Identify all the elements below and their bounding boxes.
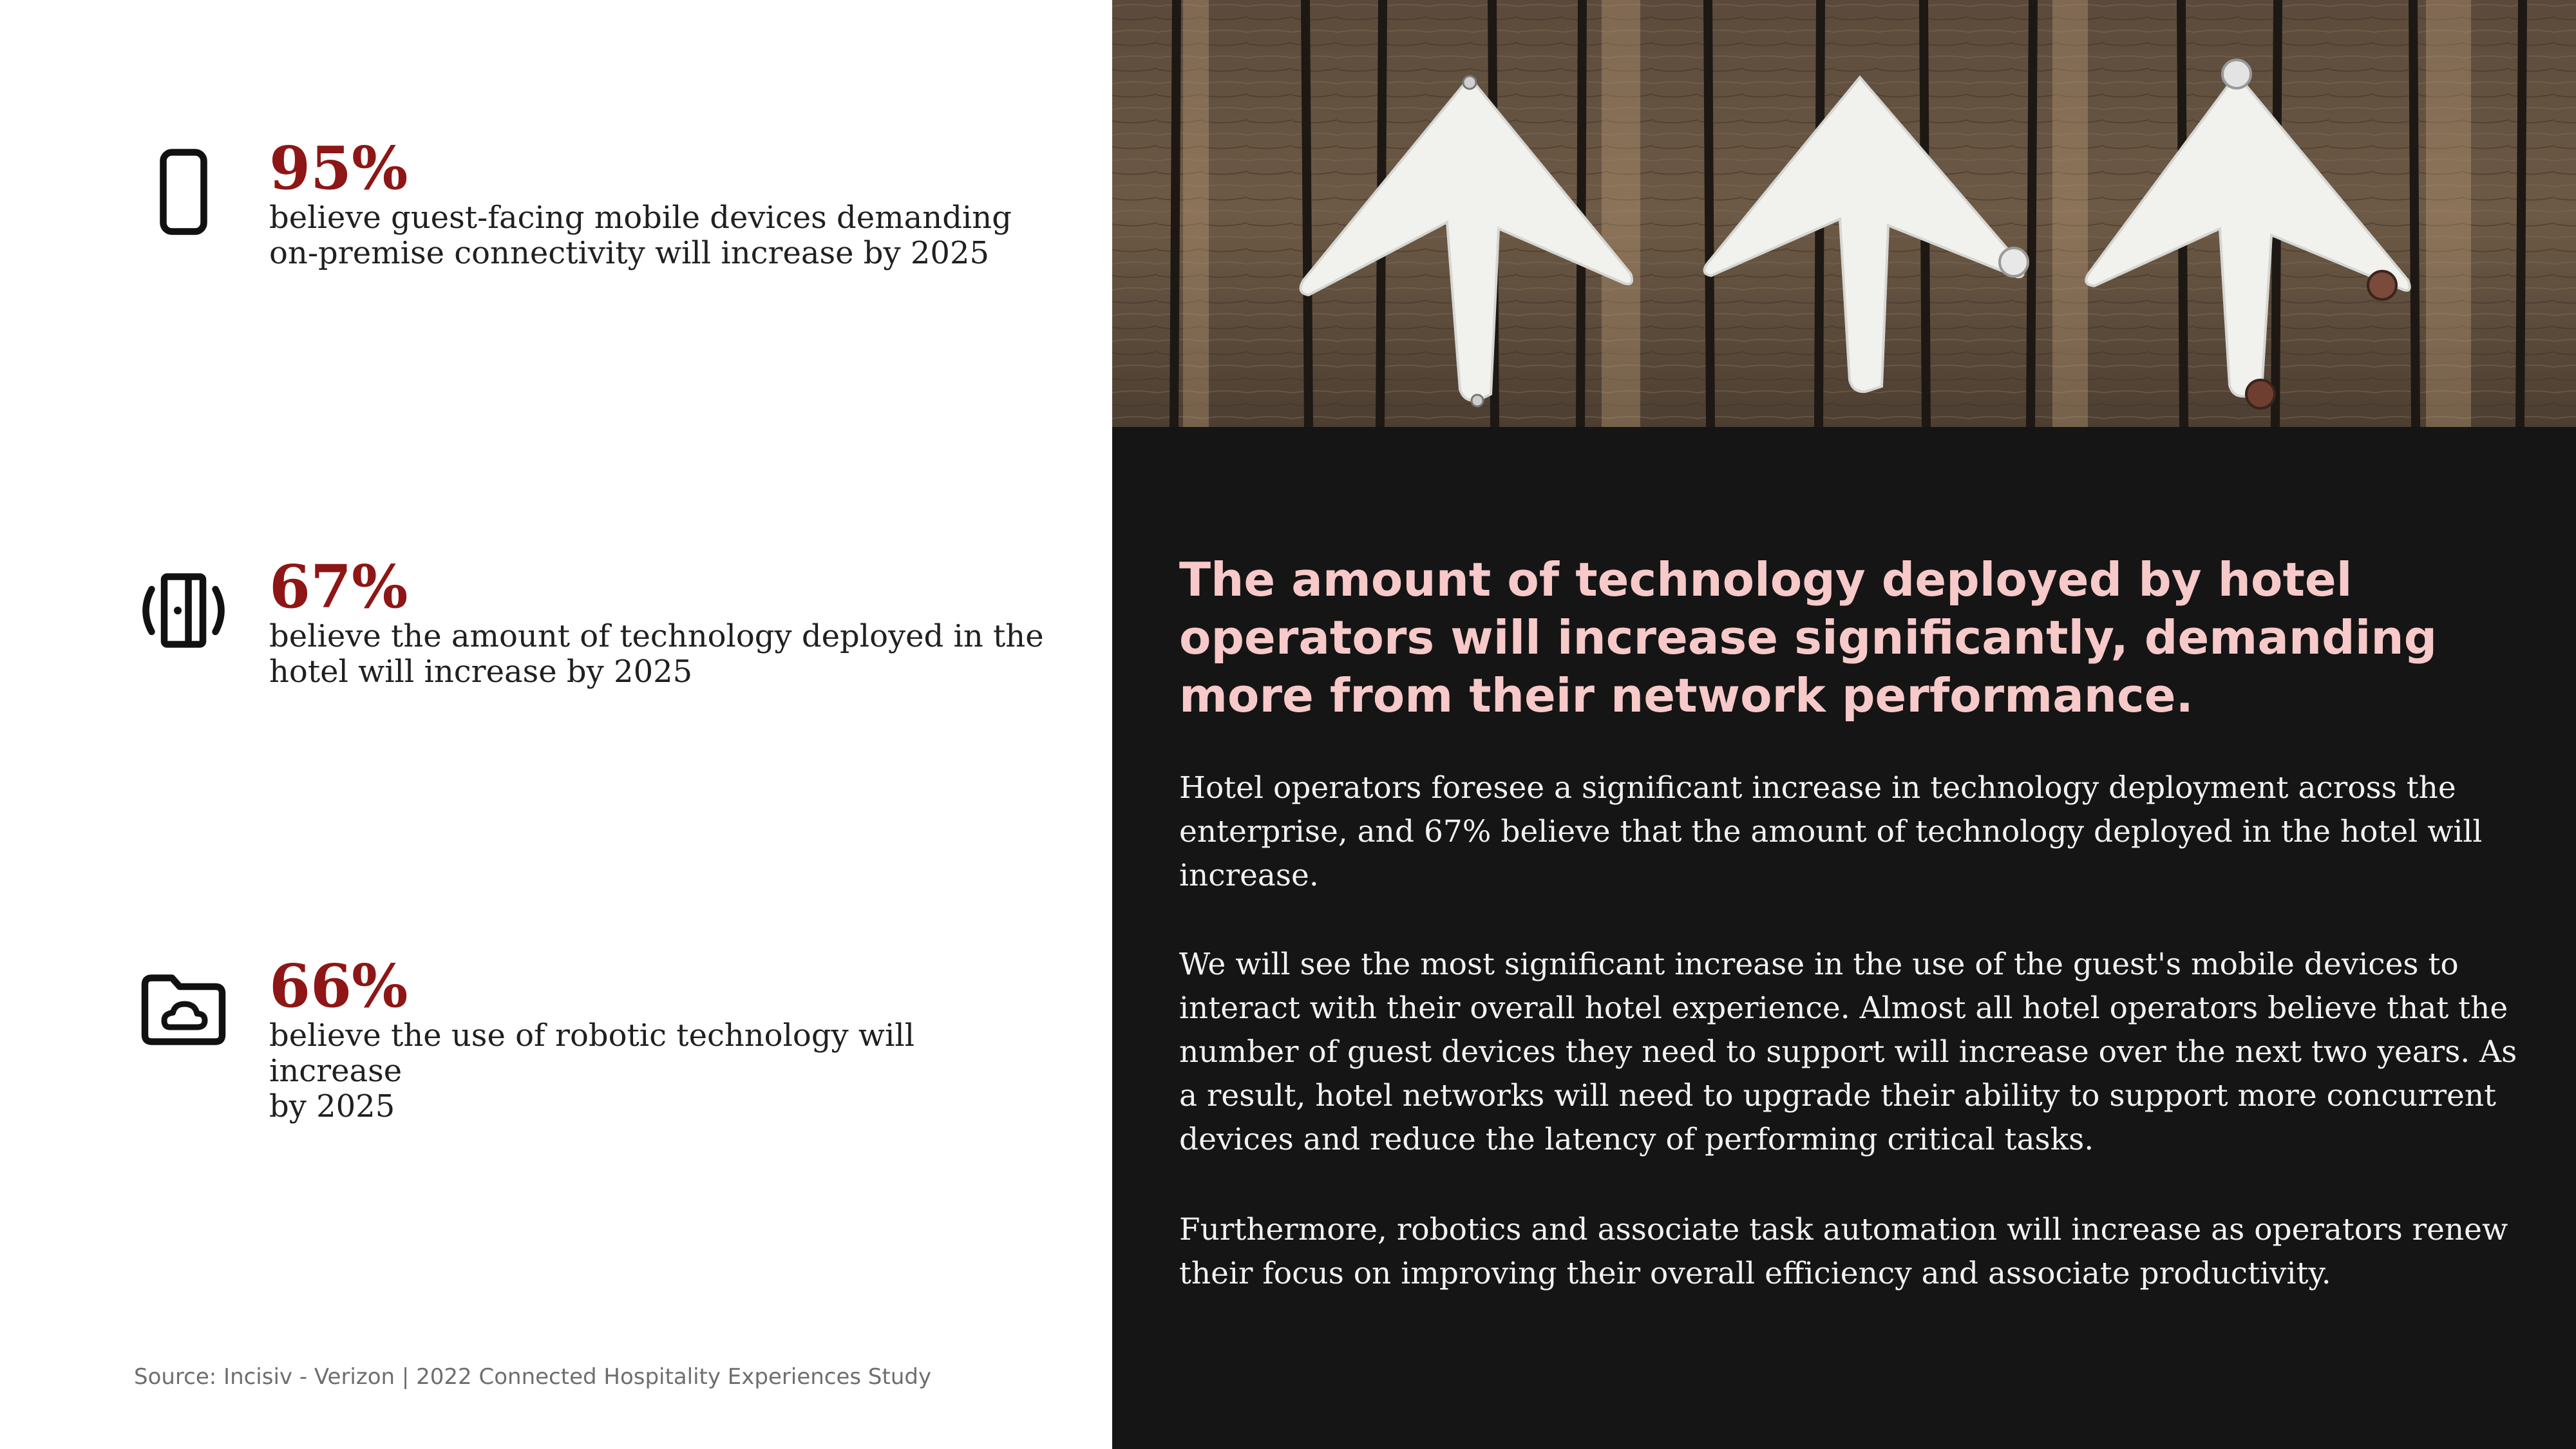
three-white-arrows-on-wood-icon [1112, 0, 2576, 427]
paragraph-line: Hotel operators foresee a significant increase in technology deployment across the [1179, 770, 2456, 806]
mobile-phone-icon [135, 144, 232, 240]
paragraph-line: their focus on improving their overall efficiency and associate productivity. [1179, 1256, 2331, 1291]
stat-technology-deployed [0, 552, 1112, 724]
stat-description [269, 1018, 1055, 1124]
door-sensor-icon [135, 562, 232, 659]
paragraph-line: enterprise, and 67% believe that the amount of technology deployed in the hotel will [1179, 814, 2483, 849]
paragraph-line: devices and reduce the latency of performing critical tasks. [1179, 1122, 2094, 1157]
body-paragraph [1179, 943, 2519, 1162]
paragraph-line: We will see the most significant increase in the use of the guest's mobile devices to [1179, 947, 2459, 982]
paragraph-line: increase. [1179, 858, 1319, 893]
paragraph-line: Furthermore, robotics and associate task automation will increase as operators renew [1179, 1212, 2508, 1247]
stat-description-line: believe guest-facing mobile devices demanding [269, 200, 1012, 236]
stat-description-line: on-premise connectivity will increase by 2025 [269, 235, 990, 271]
cloud-folder-icon [135, 961, 232, 1058]
body-paragraph [1179, 1208, 2519, 1296]
stat-description [269, 200, 1055, 271]
stat-value: 66% [269, 951, 408, 1021]
summary-panel [1112, 0, 2576, 1449]
stat-description-line: believe the use of robotic technology will increase [269, 1018, 915, 1089]
headline-line: The amount of technology deployed by hotel [1179, 553, 2353, 607]
stat-robotic-technology [0, 951, 1112, 1124]
paragraph-line: interact with their overall hotel experience. Almost all hotel operators believe that the [1179, 990, 2508, 1026]
stat-value: 95% [269, 133, 408, 203]
headline-line: more from their network performance. [1179, 668, 2193, 723]
stat-mobile-devices [0, 133, 1112, 306]
body-paragraph [1179, 766, 2519, 898]
stat-description-line: hotel will increase by 2025 [269, 654, 693, 690]
stat-description-line: believe the amount of technology deployed in the [269, 618, 1044, 654]
headline-line: operators will increase significantly, demanding [1179, 611, 2438, 665]
stats-panel [0, 0, 1112, 1449]
headline [1179, 551, 2506, 724]
stat-description-line: by 2025 [269, 1088, 395, 1124]
stat-value: 67% [269, 552, 408, 621]
arrows-photo [1112, 0, 2576, 427]
stat-description [269, 619, 1055, 690]
source-citation: Source: Incisiv - Verizon | 2022 Connected Hospitality Experiences Study [134, 1364, 932, 1390]
paragraph-line: number of guest devices they need to support will increase over the next two years. As [1179, 1034, 2517, 1070]
paragraph-line: a result, hotel networks will need to upgrade their ability to support more concurrent [1179, 1078, 2497, 1113]
